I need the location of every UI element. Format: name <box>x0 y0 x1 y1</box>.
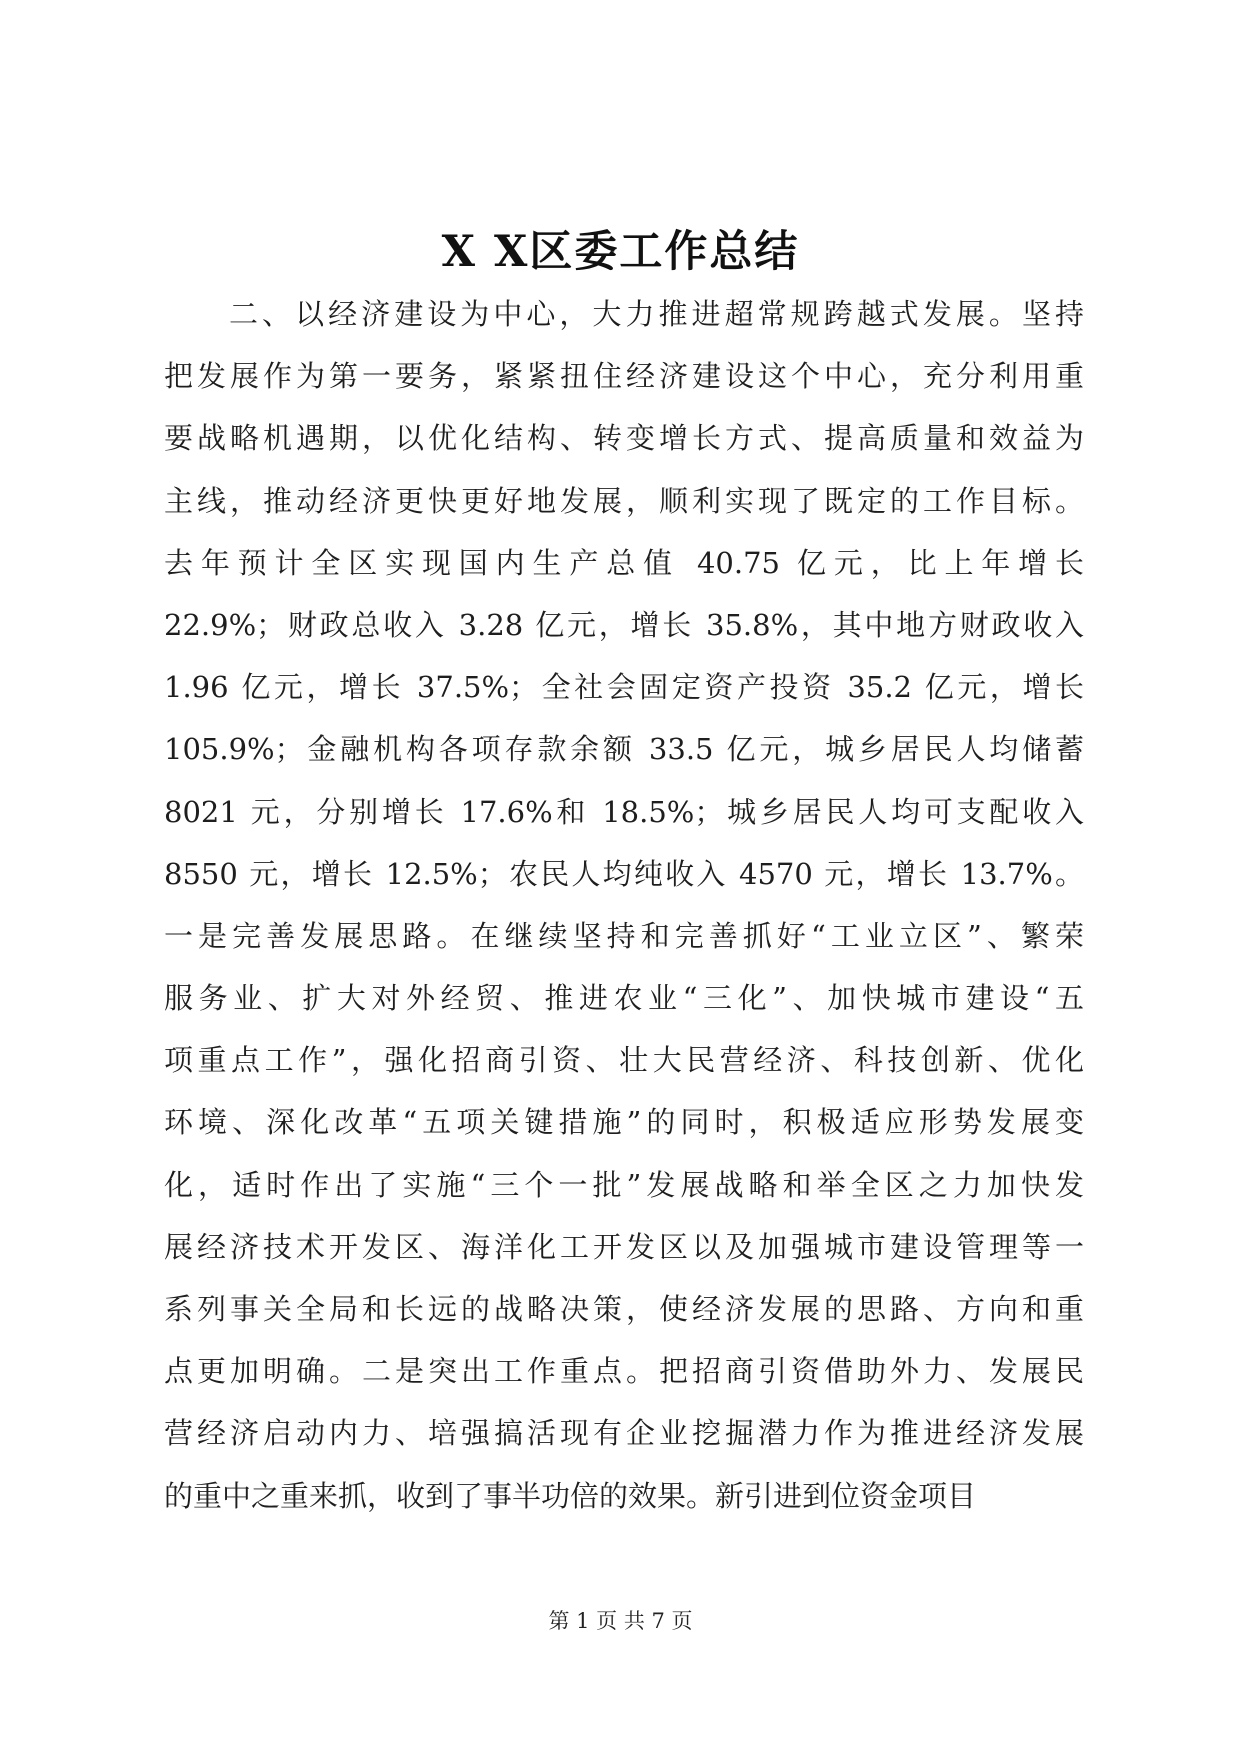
body-line: 8550 元，增长 12.5%；农民人均纯收入 4570 元，增长 13.7%。 <box>164 856 1084 891</box>
body-line: 主线，推动经济更快更好地发展，顺利实现了既定的工作目标。 <box>164 483 1084 518</box>
body-line: 一是完善发展思路。在继续坚持和完善抓好“工业立区”、繁荣 <box>164 918 1084 953</box>
page-footer: 第 1 页 共 7 页 <box>548 1609 693 1633</box>
body-line: 去年预计全区实现国内生产总值 40.75 亿元，比上年增长 <box>164 545 1084 580</box>
body-line: 8021 元，分别增长 17.6%和 18.5%；城乡居民人均可支配收入 <box>164 794 1084 829</box>
body-line: 环境、深化改革“五项关键措施”的同时，积极适应形势发展变 <box>164 1105 1084 1140</box>
body-line: 22.9%；财政总收入 3.28 亿元，增长 35.8%，其中地方财政收入 <box>164 607 1084 642</box>
body-line: 的重中之重来抓，收到了事半功倍的效果。新引进到位资金项目 <box>164 1478 977 1513</box>
body-line: 点更加明确。二是突出工作重点。把招商引资借助外力、发展民 <box>164 1354 1084 1389</box>
body-line: 营经济启动内力、培强搞活现有企业挖掘潜力作为推进经济发展 <box>164 1416 1084 1451</box>
body-line: 系列事关全局和长远的战略决策，使经济发展的思路、方向和重 <box>164 1292 1084 1326</box>
body-line: 展经济技术开发区、海洋化工开发区以及加强城市建设管理等一 <box>164 1229 1084 1264</box>
body-line: 要战略机遇期，以优化结构、转变增长方式、提高质量和效益为 <box>164 421 1084 456</box>
body-line: 化，适时作出了实施“三个一批”发展战略和举全区之力加快发 <box>164 1167 1084 1202</box>
body-line: 服务业、扩大对外经贸、推进农业“三化”、加快城市建设“五 <box>164 981 1084 1016</box>
document-body <box>164 283 1084 1527</box>
document-title: X X区委工作总结 <box>441 227 800 277</box>
body-line: 105.9%；金融机构各项存款余额 33.5 亿元，城乡居民人均储蓄 <box>164 732 1084 767</box>
body-line: 1.96 亿元，增长 37.5%；全社会固定资产投资 35.2 亿元，增长 <box>164 670 1084 705</box>
body-line: 二、以经济建设为中心，大力推进超常规跨越式发展。坚持 <box>229 297 1084 331</box>
body-line: 项重点工作”，强化招商引资、壮大民营经济、科技创新、优化 <box>164 1043 1084 1078</box>
body-line: 把发展作为第一要务，紧紧扭住经济建设这个中心，充分利用重 <box>164 359 1084 394</box>
